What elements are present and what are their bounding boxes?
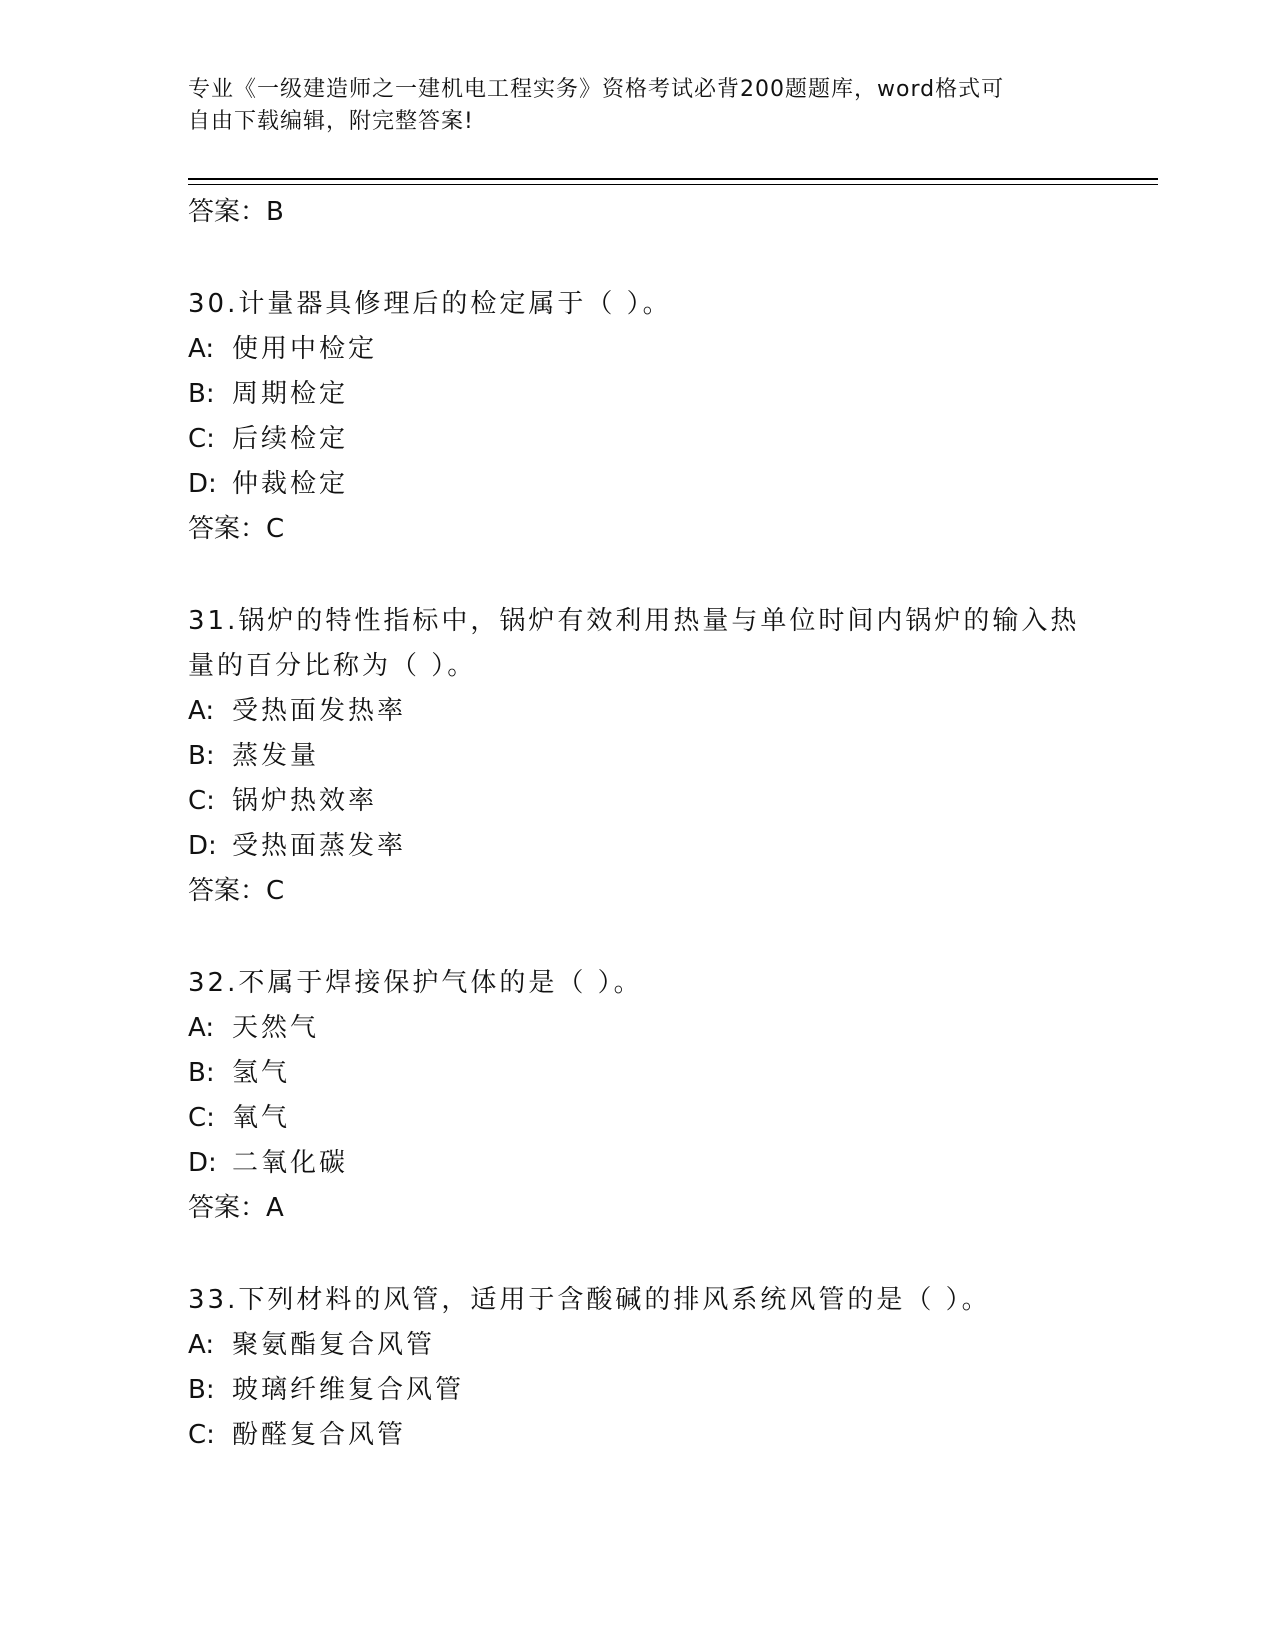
option-text: 氧气 [232, 1103, 291, 1133]
option-text: 聚氨酯复合风管 [232, 1330, 436, 1360]
option-letter: D: [188, 831, 217, 861]
answer: 答案：A [188, 1193, 284, 1223]
option-letter: C: [188, 424, 215, 454]
option-text: 蒸发量 [232, 741, 320, 771]
option-letter: C: [188, 786, 215, 816]
question-31 [188, 599, 1088, 913]
option-letter: C: [188, 1420, 215, 1450]
option-b [188, 1368, 1088, 1413]
option-b [188, 1051, 1088, 1096]
option-c [188, 1096, 1088, 1141]
question-32 [188, 961, 1088, 1230]
option-text: 玻璃纤维复合风管 [232, 1375, 465, 1405]
option-text: 氢气 [232, 1058, 291, 1088]
document-header [188, 74, 1088, 138]
option-letter: B: [188, 379, 215, 409]
option-letter: D: [188, 1148, 217, 1178]
option-b [188, 372, 1088, 417]
option-letter: A: [188, 696, 215, 726]
option-letter: B: [188, 741, 215, 771]
option-letter: C: [188, 1103, 215, 1133]
spacer [188, 234, 1088, 282]
option-d [188, 462, 1088, 507]
option-text: 周期检定 [232, 379, 349, 409]
option-text: 受热面发热率 [232, 696, 407, 726]
header-line-2: 自由下载编辑，附完整答案! [188, 109, 474, 134]
option-letter: A: [188, 334, 215, 364]
answer: 答案：C [188, 514, 285, 544]
option-letter: A: [188, 1330, 215, 1360]
question-stem: 30.计量器具修理后的检定属于（ ）。 [188, 289, 672, 319]
option-d [188, 824, 1088, 869]
option-c [188, 1413, 1088, 1458]
header-divider-thick [188, 178, 1158, 180]
spacer [188, 913, 1088, 961]
option-a [188, 689, 1088, 734]
option-b [188, 734, 1088, 779]
option-a [188, 1323, 1088, 1368]
option-text: 锅炉热效率 [232, 786, 378, 816]
question-stem: 33.下列材料的风管，适用于含酸碱的排风系统风管的是（ ）。 [188, 1285, 991, 1315]
option-letter: D: [188, 469, 217, 499]
option-a [188, 327, 1088, 372]
option-a [188, 1006, 1088, 1051]
question-stem: 32.不属于焊接保护气体的是（ ）。 [188, 968, 643, 998]
question-list [188, 190, 1088, 1458]
option-c [188, 417, 1088, 462]
option-text: 仲裁检定 [232, 469, 349, 499]
option-letter: B: [188, 1058, 215, 1088]
question-stem: 31.锅炉的特性指标中，锅炉有效利用热量与单位时间内锅炉的输入热量的百分比称为（ ）。 [188, 606, 1080, 681]
question-33 [188, 1278, 1088, 1458]
option-c [188, 779, 1088, 824]
option-letter: A: [188, 1013, 215, 1043]
question-30 [188, 282, 1088, 551]
option-text: 二氧化碳 [232, 1148, 349, 1178]
option-text: 天然气 [232, 1013, 320, 1043]
answer: 答案：C [188, 876, 285, 906]
option-letter: B: [188, 1375, 215, 1405]
option-text: 受热面蒸发率 [232, 831, 407, 861]
option-text: 后续检定 [232, 424, 349, 454]
spacer [188, 551, 1088, 599]
option-d [188, 1141, 1088, 1186]
header-divider-thin [188, 184, 1158, 185]
previous-answer: 答案：B [188, 197, 284, 227]
option-text: 酚醛复合风管 [232, 1420, 407, 1450]
header-line-1: 专业《一级建造师之一建机电工程实务》资格考试必背200题题库，word格式可 [188, 77, 1005, 102]
option-text: 使用中检定 [232, 334, 378, 364]
spacer [188, 1230, 1088, 1278]
